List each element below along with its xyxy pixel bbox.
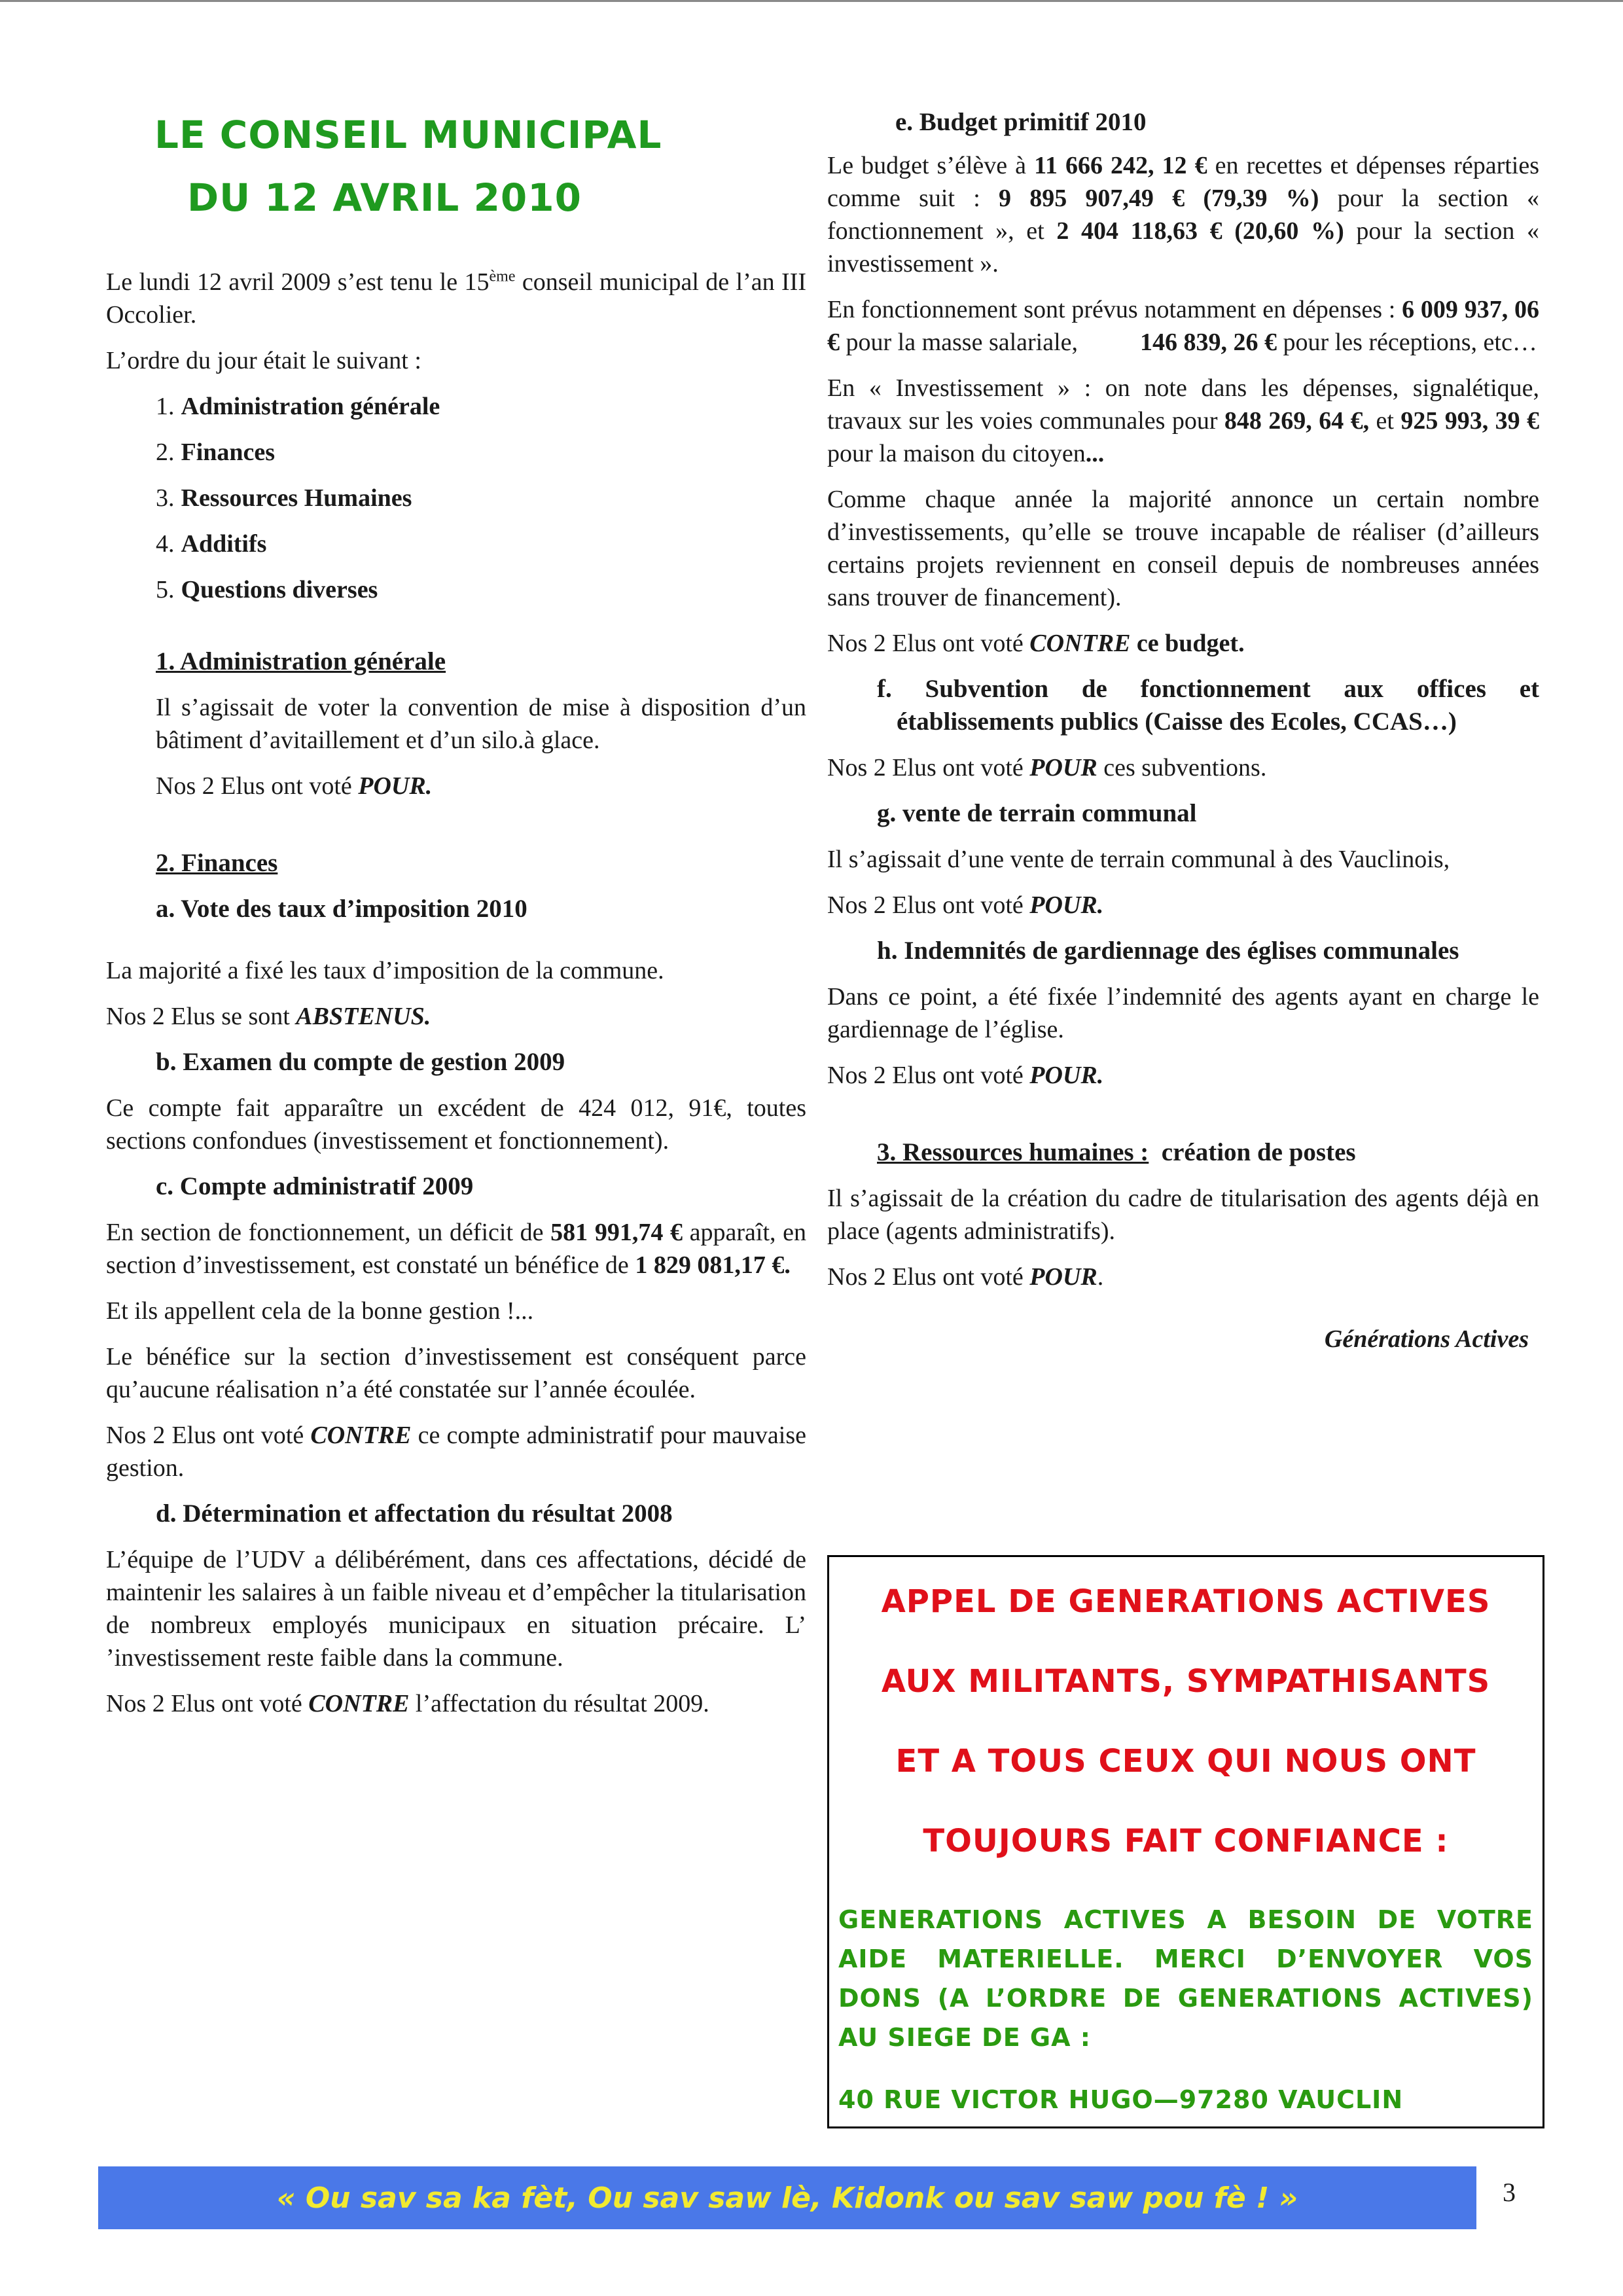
subvention-vote: Nos 2 Elus ont voté POUR ces subventions. (827, 754, 1267, 781)
footer-motto: « Ou sav sa ka fèt, Ou sav saw lè, Kidonk ou sav saw pou fè ! » (276, 2181, 1298, 2215)
page-title-line2: DU 12 AVRIL 2010 (187, 175, 582, 220)
agenda-item: 4. Additifs (156, 530, 267, 558)
appeal-text: GENERATIONS ACTIVES A BESOIN DE VOTRE AIDE MATERIELLE. MERCI D’ENVOYER VOS DONS (A L’ORDRE DE GENERATIONS ACTIVES) AU SIEGE DE GA : (838, 1905, 1533, 2052)
agenda-item: 2. Finances (156, 439, 276, 466)
subheading-subvention: f. Subvention de fonctionnement aux offices et établissements publics (Caisse des Ecoles, CCAS…) (877, 675, 1539, 736)
appeal-box (827, 1555, 1544, 2128)
gardiennage-vote: Nos 2 Elus ont voté POUR. (827, 1062, 1104, 1089)
subheading-gardiennage: h. Indemnités de gardiennage des églises communales (877, 937, 1459, 965)
subheading-affectation: d. Détermination et affectation du résultat 2008 (156, 1499, 673, 1528)
compte-administratif-body: En section de fonctionnement, un déficit de 581 991,74 € apparaît, en section d’investissement, est constaté un bénéfice de 1 829 081,17 €. (106, 1219, 807, 1279)
administration-body: Il s’agissait de voter la convention de mise à disposition d’un bâtiment d’avitaillement et d’un silo.à glace. (156, 694, 806, 754)
top-rule (0, 0, 1623, 2)
vente-terrain-vote: Nos 2 Elus ont voté POUR. (827, 891, 1104, 919)
appeal-line: ET A TOUS CEUX QUI NOUS ONT (895, 1743, 1476, 1780)
taux-body: La majorité a fixé les taux d’imposition de la commune. (106, 957, 664, 984)
appeal-line: TOUJOURS FAIT CONFIANCE : (923, 1823, 1449, 1859)
subheading-compte-administratif: c. Compte administratif 2009 (156, 1172, 474, 1200)
budget-comment: Comme chaque année la majorité annonce un certain nombre d’investissements, qu’elle se trouve incapable de réaliser (d’ailleurs certains projets reviennent en conseil depuis de nombreuses années sans trouver de financement). (827, 486, 1539, 611)
compte-administratif-vote: Nos 2 Elus ont voté CONTRE ce compte administratif pour mauvaise gestion. (106, 1422, 806, 1482)
agenda-item: 5. Questions diverses (156, 576, 378, 603)
vente-terrain-body: Il s’agissait d’une vente de terrain communal à des Vauclinois, (827, 846, 1450, 873)
budget-investissement: En « Investissement » : on note dans les dépenses, signalétique, travaux sur les voies communales pour 848 269, 64 €, et 925 993, 39 € pour la maison du citoyen... (827, 374, 1539, 467)
left-column (106, 98, 806, 1733)
page-title-line1: LE CONSEIL MUNICIPAL (154, 113, 662, 157)
section-heading-finances: 2. Finances (156, 849, 278, 877)
compte-administratif-benefice: Le bénéfice sur la section d’investissement est conséquent parce qu’aucune réalisation n’a été constatée sur l’année écoulée. (106, 1343, 806, 1403)
budget-vote: Nos 2 Elus ont voté CONTRE ce budget. (827, 630, 1245, 657)
footer-motto-band (98, 2166, 1476, 2229)
compte-gestion-body: Ce compte fait apparaître un excédent de 424 012, 91€, toutes sections confondues (investissement et fonctionnement). (106, 1094, 806, 1155)
subheading-taux: a. Vote des taux d’imposition 2010 (156, 895, 527, 923)
gardiennage-body: Dans ce point, a été fixée l’indemnité des agents ayant en charge le gardiennage de l’église. (827, 983, 1539, 1043)
taux-vote: Nos 2 Elus se sont ABSTENUS. (106, 1003, 431, 1030)
affectation-vote: Nos 2 Elus ont voté CONTRE l’affectation du résultat 2009. (106, 1690, 709, 1717)
agenda-list (156, 390, 806, 606)
subheading-compte-gestion: b. Examen du compte de gestion 2009 (156, 1048, 565, 1076)
agenda-intro: L’ordre du jour était le suivant : (106, 347, 421, 374)
right-column (827, 106, 1539, 1354)
appeal-line: APPEL DE GENERATIONS ACTIVES (881, 1583, 1491, 1620)
affectation-body: L’équipe de l’UDV a délibérément, dans ces affectations, décidé de maintenir les salaires à un faible niveau et d’empêcher la titularisation de nombreux employés municipaux en situation précaire. L’ ’investissement reste faible dans la commune. (106, 1546, 806, 1672)
subheading-vente-terrain: g. vente de terrain communal (877, 799, 1197, 827)
appeal-address: 40 RUE VICTOR HUGO—97280 VAUCLIN (838, 2085, 1404, 2114)
section-heading-administration: 1. Administration générale (156, 647, 446, 675)
page-number: 3 (1503, 2178, 1516, 2207)
section-heading-ressources-humaines: 3. Ressources humaines : création de postes (877, 1138, 1356, 1166)
appeal-line: AUX MILITANTS, SYMPATHISANTS (881, 1663, 1491, 1700)
agenda-item: 1. Administration générale (156, 393, 440, 420)
intro-paragraph: Le lundi 12 avril 2009 s’est tenu le 15ème conseil municipal de l’an III Occolier. (106, 268, 806, 329)
budget-fonctionnement: En fonctionnement sont prévus notamment en dépenses : 6 009 937, 06 € pour la masse salariale, 146 839, 26 € pour les réceptions, etc… (827, 296, 1539, 356)
ressources-humaines-vote: Nos 2 Elus ont voté POUR. (827, 1263, 1104, 1291)
administration-vote: Nos 2 Elus ont voté POUR. (156, 772, 433, 800)
agenda-item: 3. Ressources Humaines (156, 484, 412, 512)
budget-body: Le budget s’élève à 11 666 242, 12 € en recettes et dépenses réparties comme suit : 9 895 907,49 € (79,39 %) pour la section « fonctionnement », et 2 404 118,63 € (20,60 %) pour la section « investissement ». (827, 152, 1540, 278)
signature: Générations Actives (1324, 1325, 1529, 1353)
subheading-budget: e. Budget primitif 2010 (895, 108, 1147, 136)
ressources-humaines-body: Il s’agissait de la création du cadre de titularisation des agents déjà en place (agents administratifs). (827, 1185, 1539, 1245)
compte-administratif-comment: Et ils appellent cela de la bonne gestion !... (106, 1297, 534, 1325)
